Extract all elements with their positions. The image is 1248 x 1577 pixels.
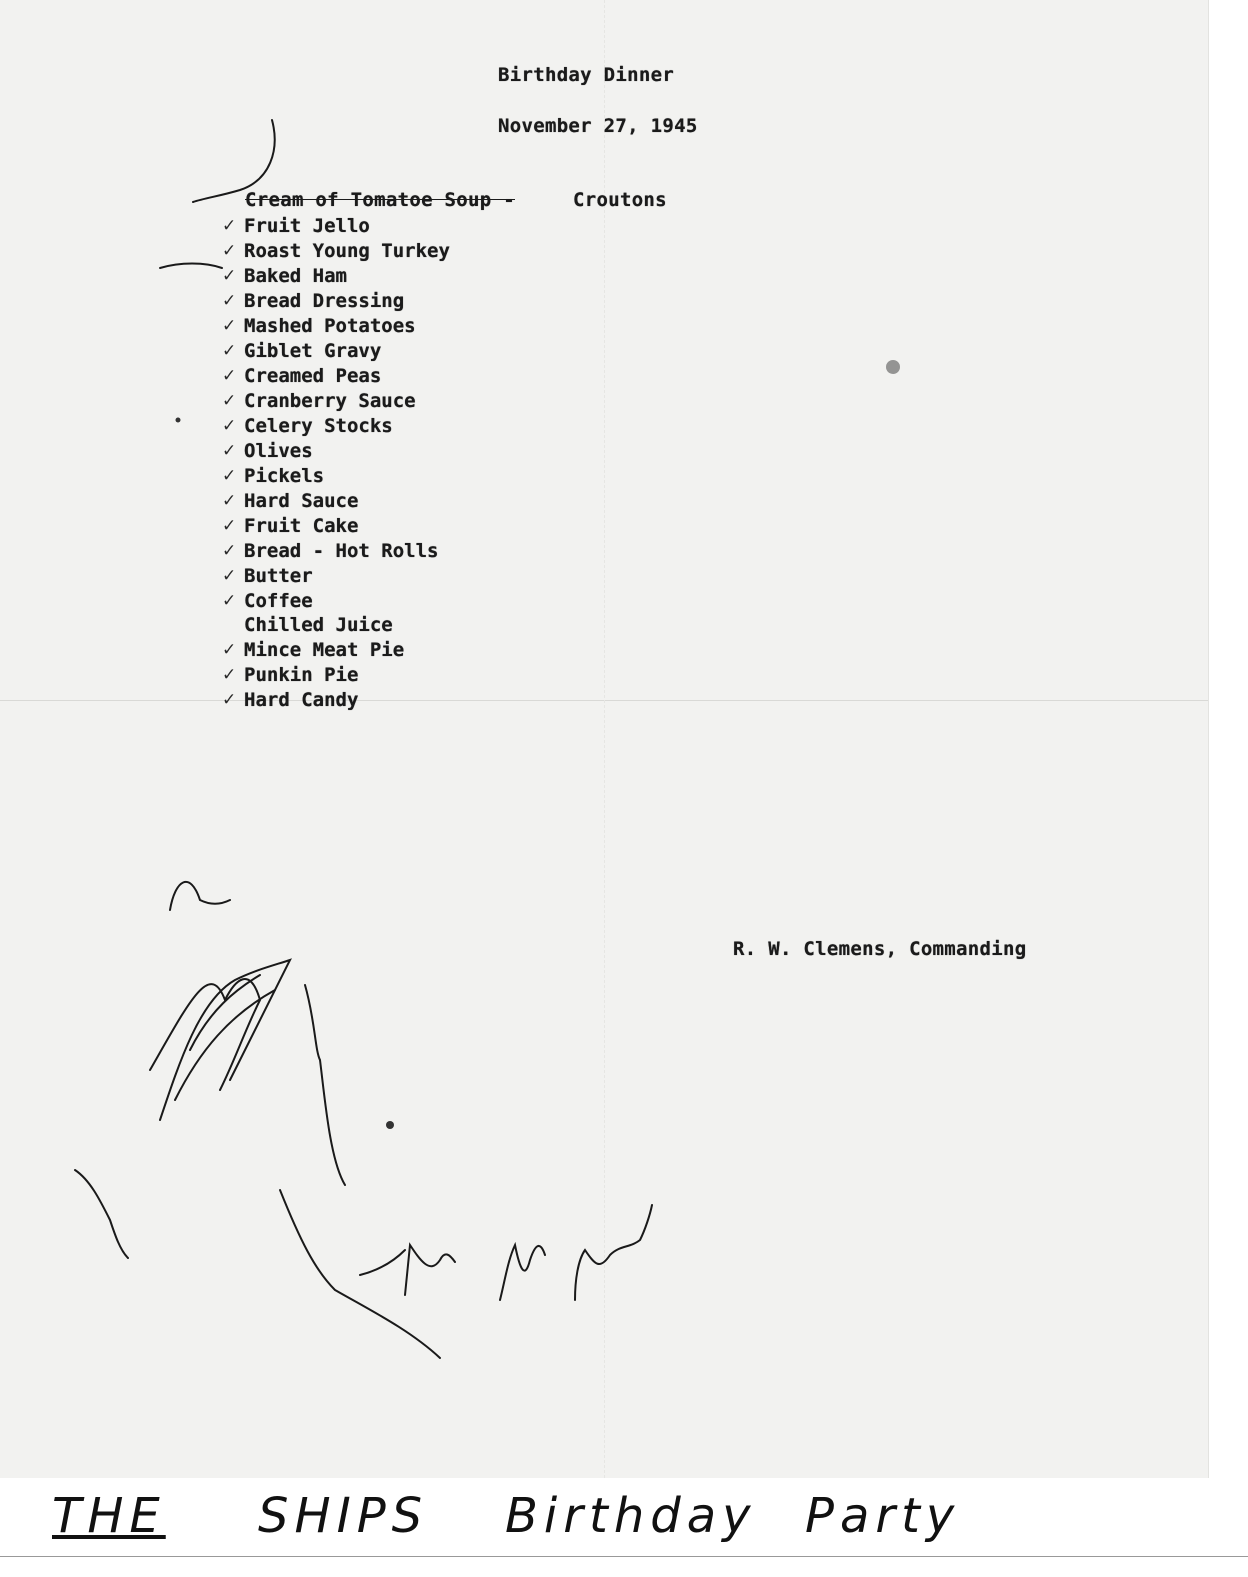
caption-word: Party [805, 1488, 961, 1544]
check-mark-icon: ✓ [222, 316, 237, 337]
menu-item-label: Mince Meat Pie [244, 639, 405, 662]
check-mark-icon: ✓ [222, 565, 237, 586]
struck-soup-item: Cream of Tomatoe Soup - [245, 189, 515, 211]
menu-item-label: Bread Dressing [244, 290, 405, 313]
check-mark-icon: ✓ [222, 241, 237, 262]
menu-item-label: Baked Ham [244, 265, 347, 288]
check-mark-icon: ✓ [222, 291, 237, 312]
menu-item-label: Bread - Hot Rolls [244, 539, 439, 562]
menu-item-label: Mashed Potatoes [244, 315, 416, 338]
check-mark-icon: ✓ [222, 216, 237, 237]
caption-word: THE [52, 1488, 166, 1544]
soup-side-item: Croutons [573, 189, 667, 211]
check-mark-icon: ✓ [222, 465, 237, 486]
signature-stroke [360, 1245, 455, 1295]
signature-stroke [305, 985, 345, 1185]
menu-item-label: Coffee [244, 589, 313, 612]
check-mark-icon: ✓ [222, 415, 237, 436]
signature-line: R. W. Clemens, Commanding [733, 938, 1027, 960]
ink-spot [176, 418, 181, 423]
scribble-mark [150, 979, 260, 1090]
check-mark-icon: ✓ [222, 391, 237, 412]
menu-item-label: Pickels [244, 464, 325, 487]
menu-item-label: Olives [244, 439, 313, 462]
document-date: November 27, 1945 [498, 115, 698, 137]
check-mark-icon: ✓ [222, 590, 237, 611]
check-mark-icon: ✓ [222, 690, 237, 711]
ink-spot [386, 1121, 394, 1129]
handwritten-caption [0, 1478, 1248, 1577]
signature-stroke [75, 1170, 128, 1258]
menu-item-label: Roast Young Turkey [244, 240, 450, 263]
document-title: Birthday Dinner [498, 64, 675, 86]
check-mark-icon: ✓ [222, 665, 237, 686]
check-mark-icon: ✓ [222, 366, 237, 387]
signature-stroke [500, 1245, 545, 1300]
check-mark-icon: ✓ [222, 640, 237, 661]
menu-item-label: Cranberry Sauce [244, 390, 416, 413]
menu-item-label: Giblet Gravy [244, 340, 382, 363]
caption-word: SHIPS [258, 1488, 429, 1544]
menu-item-label: Chilled Juice [244, 614, 393, 637]
ink-spot [886, 360, 900, 374]
check-mark-icon: ✓ [222, 266, 237, 287]
menu-item-label: Fruit Cake [244, 514, 359, 537]
caption-word: Birthday [505, 1488, 757, 1544]
menu-item-label: Celery Stocks [244, 414, 393, 437]
check-mark-icon: ✓ [222, 341, 237, 362]
check-mark-icon: ✓ [222, 515, 237, 536]
scribble-mark [170, 882, 230, 910]
check-mark-icon: ✓ [222, 540, 237, 561]
check-mark-icon: ✓ [222, 490, 237, 511]
scribble-mark [160, 960, 290, 1120]
bracket-mark [160, 264, 222, 269]
menu-item-label: Butter [244, 564, 313, 587]
menu-item-label: Hard Candy [244, 689, 359, 712]
bottom-rule [0, 1556, 1248, 1557]
bracket-mark [193, 120, 275, 202]
menu-item-label: Hard Sauce [244, 489, 359, 512]
signature-stroke [575, 1205, 652, 1300]
menu-item-label: Fruit Jello [244, 215, 370, 238]
menu-item-label: Creamed Peas [244, 365, 382, 388]
menu-item-label: Punkin Pie [244, 664, 359, 687]
check-mark-icon: ✓ [222, 440, 237, 461]
